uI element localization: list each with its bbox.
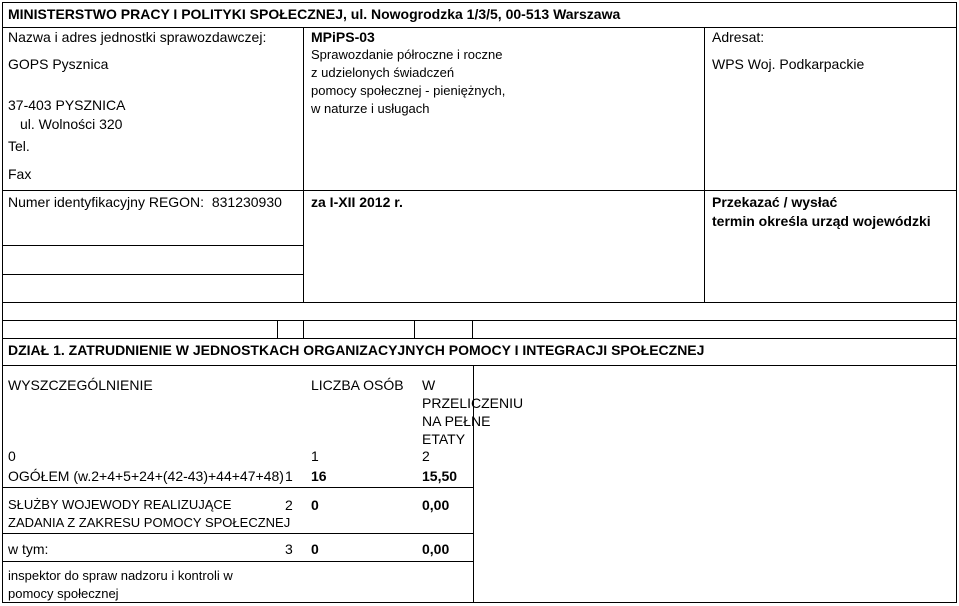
form-description-line: z udzielonych świadczeń xyxy=(311,65,455,80)
addressee-value: WPS Woj. Podkarpackie xyxy=(712,56,865,72)
row-fte: 15,50 xyxy=(422,468,458,484)
row-label: ZADANIA Z ZAKRESU POMOCY SPOŁECZNEJ xyxy=(8,515,291,530)
row-person-count: 16 xyxy=(311,468,327,484)
reporting-period: za I-XII 2012 r. xyxy=(311,194,403,210)
unit-label: Nazwa i adres jednostki sprawozdawczej: xyxy=(8,29,267,45)
section-title: DZIAŁ 1. ZATRUDNIENIE W JEDNOSTKACH ORGANIZACYJNYCH POMOCY I INTEGRACJI SPOŁECZNEJ xyxy=(8,342,705,358)
unit-name: GOPS Pysznica xyxy=(8,56,109,72)
send-instruction-line: Przekazać / wysłać xyxy=(712,194,838,210)
header-person-count: LICZBA OSÓB xyxy=(311,377,404,393)
unit-postal: 37-403 PYSZNICA xyxy=(8,97,126,113)
form-description-line: w naturze i usługach xyxy=(311,101,430,116)
column-number: 1 xyxy=(311,448,319,464)
row-person-count: 0 xyxy=(311,541,319,557)
form-description-line: Sprawozdanie półroczne i roczne xyxy=(311,47,503,62)
regon-value: 831230930 xyxy=(211,194,282,210)
row-fte: 0,00 xyxy=(422,497,450,513)
row-number: 2 xyxy=(285,497,293,513)
column-number: 0 xyxy=(8,448,16,464)
ministry-header: MINISTERSTWO PRACY I POLITYKI SPOŁECZNEJ, ul. Nowogrodzka 1/3/5, 00-513 Warszawa xyxy=(8,6,621,22)
unit-fax-label: Fax xyxy=(8,166,32,182)
regon-label: Numer identyfikacyjny REGON: xyxy=(8,194,205,210)
row-number: 3 xyxy=(285,541,293,557)
regon xyxy=(8,193,282,211)
header-fte: NA PEŁNE xyxy=(422,413,491,429)
header-fte: PRZELICZENIU xyxy=(422,395,524,411)
header-fte: ETATY xyxy=(422,431,466,447)
row-person-count: 0 xyxy=(311,497,319,513)
header-fte: W xyxy=(422,377,436,393)
row-fte: 0,00 xyxy=(422,541,450,557)
unit-street: ul. Wolności 320 xyxy=(20,116,123,132)
unit-tel-label: Tel. xyxy=(8,138,30,154)
addressee-label: Adresat: xyxy=(712,29,765,45)
row-number: 1 xyxy=(285,468,293,484)
form-description-line: pomocy społecznej - pieniężnych, xyxy=(311,83,506,98)
form-code: MPiPS-03 xyxy=(311,29,375,45)
row-label: SŁUŻBY WOJEWODY REALIZUJĄCE xyxy=(8,497,232,512)
row-label: pomocy społecznej xyxy=(8,586,119,601)
row-label: w tym: xyxy=(8,541,49,557)
header-specification: WYSZCZEGÓLNIENIE xyxy=(8,377,153,393)
row-label: OGÓŁEM (w.2+4+5+24+(42-43)+44+47+48) xyxy=(8,468,284,484)
send-instruction-line: termin określa urząd wojewódzki xyxy=(712,213,931,229)
row-label: inspektor do spraw nadzoru i kontroli w xyxy=(8,568,233,583)
column-number: 2 xyxy=(422,448,430,464)
